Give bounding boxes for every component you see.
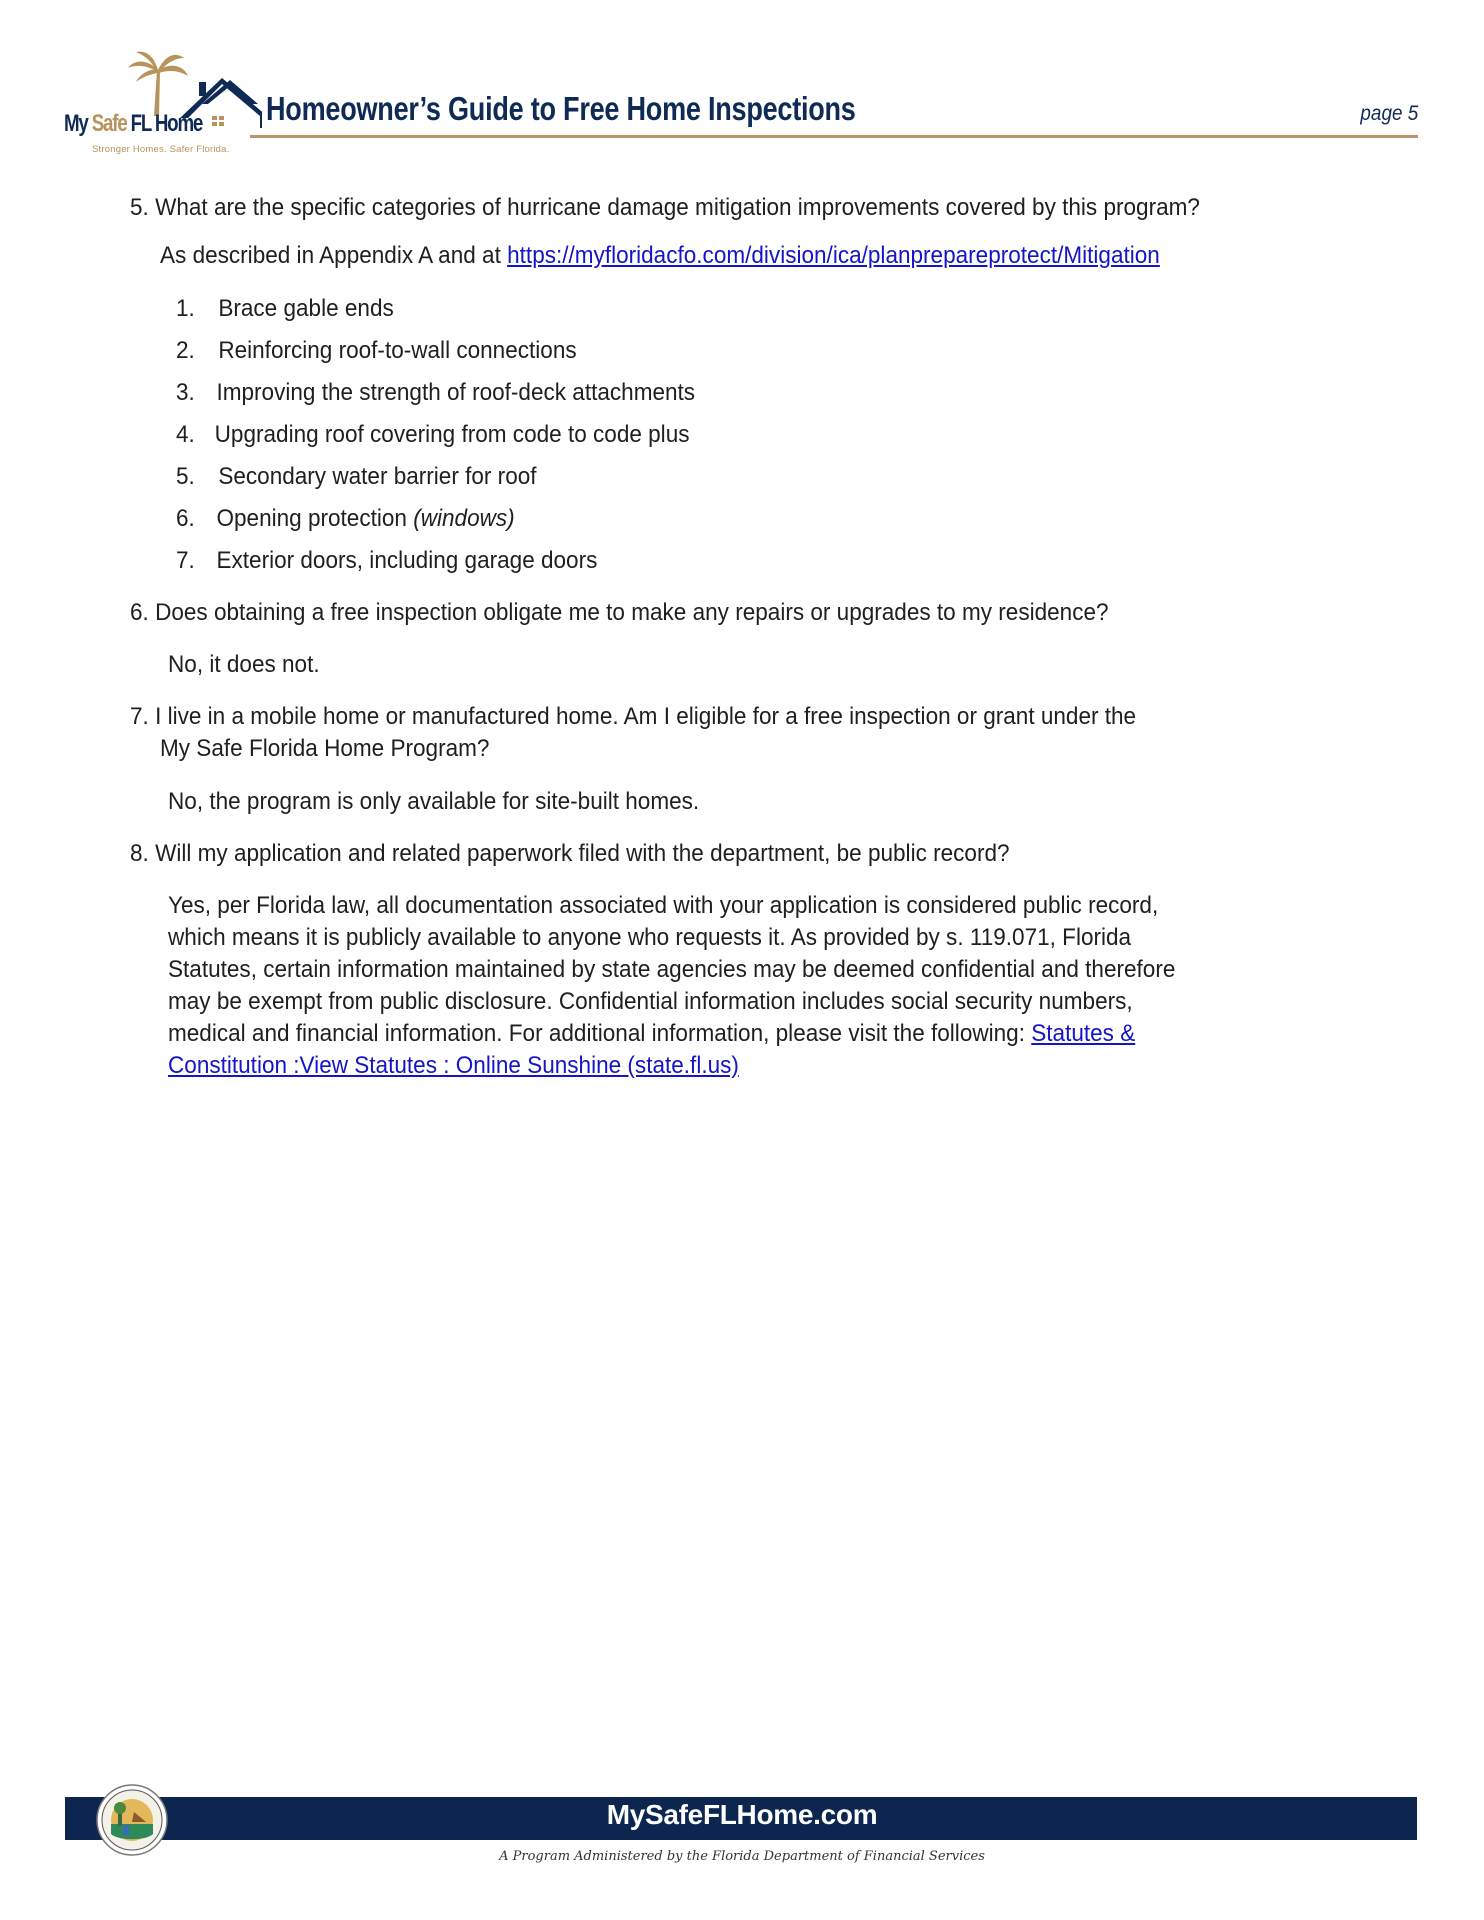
- answer-8-line: Yes, per Florida law, all documentation associated with your application is considered public record,: [168, 892, 1159, 919]
- footer-website[interactable]: MySafeFLHome.com: [606, 1799, 878, 1830]
- answer-8-line: may be exempt from public disclosure. Confidential information includes social security numbers,: [168, 988, 1133, 1015]
- question-5: 5. What are the specific categories of hurricane damage mitigation improvements covered by this program?: [130, 194, 1200, 221]
- question-7: 7. I live in a mobile home or manufactured home. Am I eligible for a free inspection or grant under the: [130, 703, 1137, 730]
- list-item: 1. Brace gable ends: [176, 295, 394, 322]
- page-number: page 5: [1360, 102, 1418, 125]
- answer-7: No, the program is only available for site-built homes.: [168, 788, 700, 815]
- answer-8-line: Statutes, certain information maintained by state agencies may be deemed confidential and therefore: [168, 956, 1176, 983]
- list-item: 3. Improving the strength of roof-deck attachments: [176, 379, 696, 406]
- question-8: 8. Will my application and related paperwork filed with the department, be public record?: [130, 840, 1010, 867]
- answer-8-line: [168, 1052, 739, 1080]
- logo-tagline: Stronger Homes. Safer Florida.: [92, 144, 230, 155]
- list-item: 7. Exterior doors, including garage doors: [176, 547, 598, 574]
- question-7-continued: My Safe Florida Home Program?: [160, 735, 490, 762]
- question-6: 6. Does obtaining a free inspection obligate me to make any repairs or upgrades to my residence?: [130, 599, 1109, 626]
- list-item: 4. Upgrading roof covering from code to code plus: [176, 421, 690, 448]
- mitigation-link[interactable]: https://myfloridacfo.com/division/ica/planprepareprotect/Mitigation: [507, 242, 1160, 269]
- answer-8-line: medical and financial information. For additional information, please visit the following: Statutes &: [168, 1020, 1136, 1047]
- answer-6: No, it does not.: [168, 651, 320, 678]
- statutes-link[interactable]: Statutes &: [1031, 1020, 1136, 1047]
- document-title: Homeowner’s Guide to Free Home Inspections: [266, 90, 856, 127]
- list-item: 6. Opening protection (windows): [176, 505, 515, 532]
- footer-administered-note: A Program Administered by the Florida Department of Financial Services: [499, 1849, 985, 1864]
- statutes-link-continued[interactable]: Constitution :View Statutes : Online Sunshine (state.fl.us): [168, 1052, 739, 1079]
- list-item: 5. Secondary water barrier for roof: [176, 463, 537, 490]
- question-5-intro: As described in Appendix A and at https://myfloridacfo.com/division/ica/planprepareprotect/Mitigation: [160, 242, 1160, 269]
- logo-wordmark: My Safe FL Home: [64, 110, 203, 137]
- header-divider: [250, 135, 1418, 138]
- answer-8-line: which means it is publicly available to anyone who requests it. As provided by s. 119.071, Florida: [168, 924, 1132, 951]
- list-item: 2. Reinforcing roof-to-wall connections: [176, 337, 577, 364]
- my-safe-fl-home-logo: [62, 48, 262, 158]
